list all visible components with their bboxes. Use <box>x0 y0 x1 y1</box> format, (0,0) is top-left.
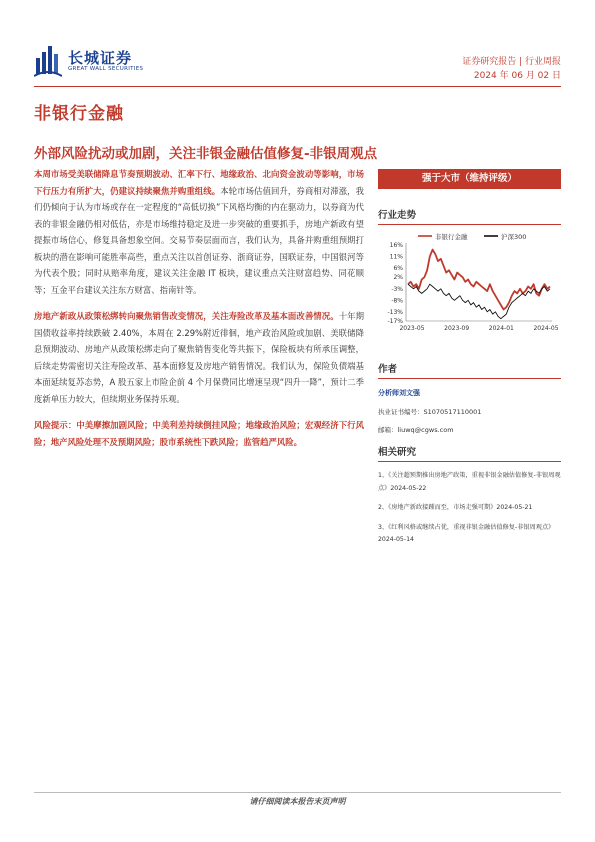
related-list <box>378 470 561 547</box>
paragraph-body: 十年期国债收益率持续跌破 2.40%，本周在 2.29%附近徘徊，地产政治风险或加剧、美联储降息预期波动、房地产从政策松绑走向了聚焦销售变化等共振下，保险板块有所承压调整，后续走势需密切关注寿险改革、基本面修复及房地产销售情况。我们认为，保险负债端基本面延续复苏态势，A 股五家上市险企前 4 个月保费同比增速呈现“四升一降”，预计二季度新单压力较大，但续期业务保持乐观。 <box>34 311 365 404</box>
email-label: 邮箱： <box>378 426 398 434</box>
x-tick-label: 2024-01 <box>488 325 514 332</box>
legend-label: 非银行金融 <box>435 233 468 241</box>
author-section-title: 作者 <box>378 361 561 379</box>
risk-body: 中美摩擦加剧风险；中美利差持续倒挂风险；地缘政治风险；宏观经济下行风险；地产风险处理不及预期风险；股市系统性下跌风险；监管趋严风险。 <box>34 420 365 447</box>
paragraph-risk <box>34 417 364 450</box>
email-value[interactable]: liuwq@cgws.com <box>397 426 454 434</box>
y-tick-label: 11% <box>389 253 403 261</box>
y-tick-label: -3% <box>391 285 403 293</box>
analyst-name: 分析师刘文强 <box>378 389 420 397</box>
y-tick-label: 16% <box>389 242 403 249</box>
paragraph-lead: 房地产新政从政策松绑转向聚焦销售改变情况，关注寿险改革及基本面改善情况。 <box>34 311 339 321</box>
cert-label: 执业证书编号： <box>378 408 424 416</box>
paragraph-body: 本轮市场估值回升，券商相对滞涨，我们仍倾向于认为市场或存在一定程度的“高低切换”下风格均衡的内在驱动力，以券商为代表的非银金融仍相对低估，亦是市场维持稳定及进一步突破的重要抓手，房地产新政有望提振市场信心，修复具备想象空间。交易节奏层面而言，我们认为，具备并购重组预期打板块的潜在影响可能胜率高些，重点关注以首创证券、浙商证券，国联证券，中国银河等为代表个股；同时从赔率角度，建议关注金融 IT 板块，建议重点关注财富趋势、同花顺等；互金平台建议关注东方财富、指南针等。 <box>34 185 364 295</box>
y-tick-label: 2% <box>393 274 403 282</box>
series-line-hs300 <box>408 284 550 319</box>
x-tick-label: 2023-09 <box>444 325 470 332</box>
report-title: 外部风险扰动或加剧，关注非银金融估值修复-非银周观点 <box>34 146 378 162</box>
trend-chart-svg <box>378 229 561 349</box>
related-item[interactable]: 2、《房地产新政接踵而至，市场走强可期》2024-05-21 <box>378 504 533 511</box>
x-tick-label: 2024-05 <box>533 325 559 332</box>
legend-label: 沪深300 <box>501 233 527 241</box>
logo-mark-icon <box>34 44 62 78</box>
trend-section-title: 行业走势 <box>378 207 561 225</box>
report-date: 2024 年 06 月 02 日 <box>473 71 561 81</box>
sector-title: 非银行金融 <box>34 104 124 124</box>
cert-value: S1070517110001 <box>423 408 482 416</box>
y-tick-label: 6% <box>393 265 403 273</box>
risk-label: 风险提示： <box>34 420 77 430</box>
paragraph-lead: 本周市场受美联储降息节奏预期波动、汇率下行、地缘政治、北向资金波动等影响，市场下行压力有所扩大，仍建议持续聚焦并购重组线。 <box>34 169 364 196</box>
series-line-nonbank <box>408 250 550 310</box>
related-item[interactable]: 3、《红利风格或继续占优，重视非银金融估值修复-非银周观点》2024-05-14 <box>378 523 555 543</box>
report-type: 证券研究报告 | 行业周报 <box>462 57 561 67</box>
sidebar <box>378 166 561 554</box>
rating-badge: 强于大市（维持评级） <box>378 169 561 189</box>
main-body <box>34 166 364 460</box>
footer-disclaimer: 请仔细阅读本报告末页声明 <box>249 797 346 806</box>
y-tick-label: -17% <box>387 318 403 325</box>
cert-number <box>378 407 561 416</box>
paragraph-market <box>34 166 364 298</box>
trend-chart <box>378 229 561 349</box>
y-tick-label: -8% <box>391 297 403 305</box>
related-item[interactable]: 1、《关注超预期推出房地产政策，重视非银金融估值修复-非银周观点》2024-05-22 <box>378 472 561 492</box>
y-tick-label: -13% <box>387 308 403 316</box>
company-logo <box>34 44 174 80</box>
related-section-title: 相关研究 <box>378 444 561 462</box>
company-name: 长城证券 <box>68 49 133 67</box>
analyst-email[interactable] <box>378 425 561 434</box>
header-divider <box>34 86 561 87</box>
company-name-en: GREAT WALL SECURITIES <box>68 66 144 72</box>
footer-divider <box>34 792 561 793</box>
paragraph-insurance <box>34 308 364 407</box>
x-tick-label: 2023-05 <box>399 325 425 332</box>
